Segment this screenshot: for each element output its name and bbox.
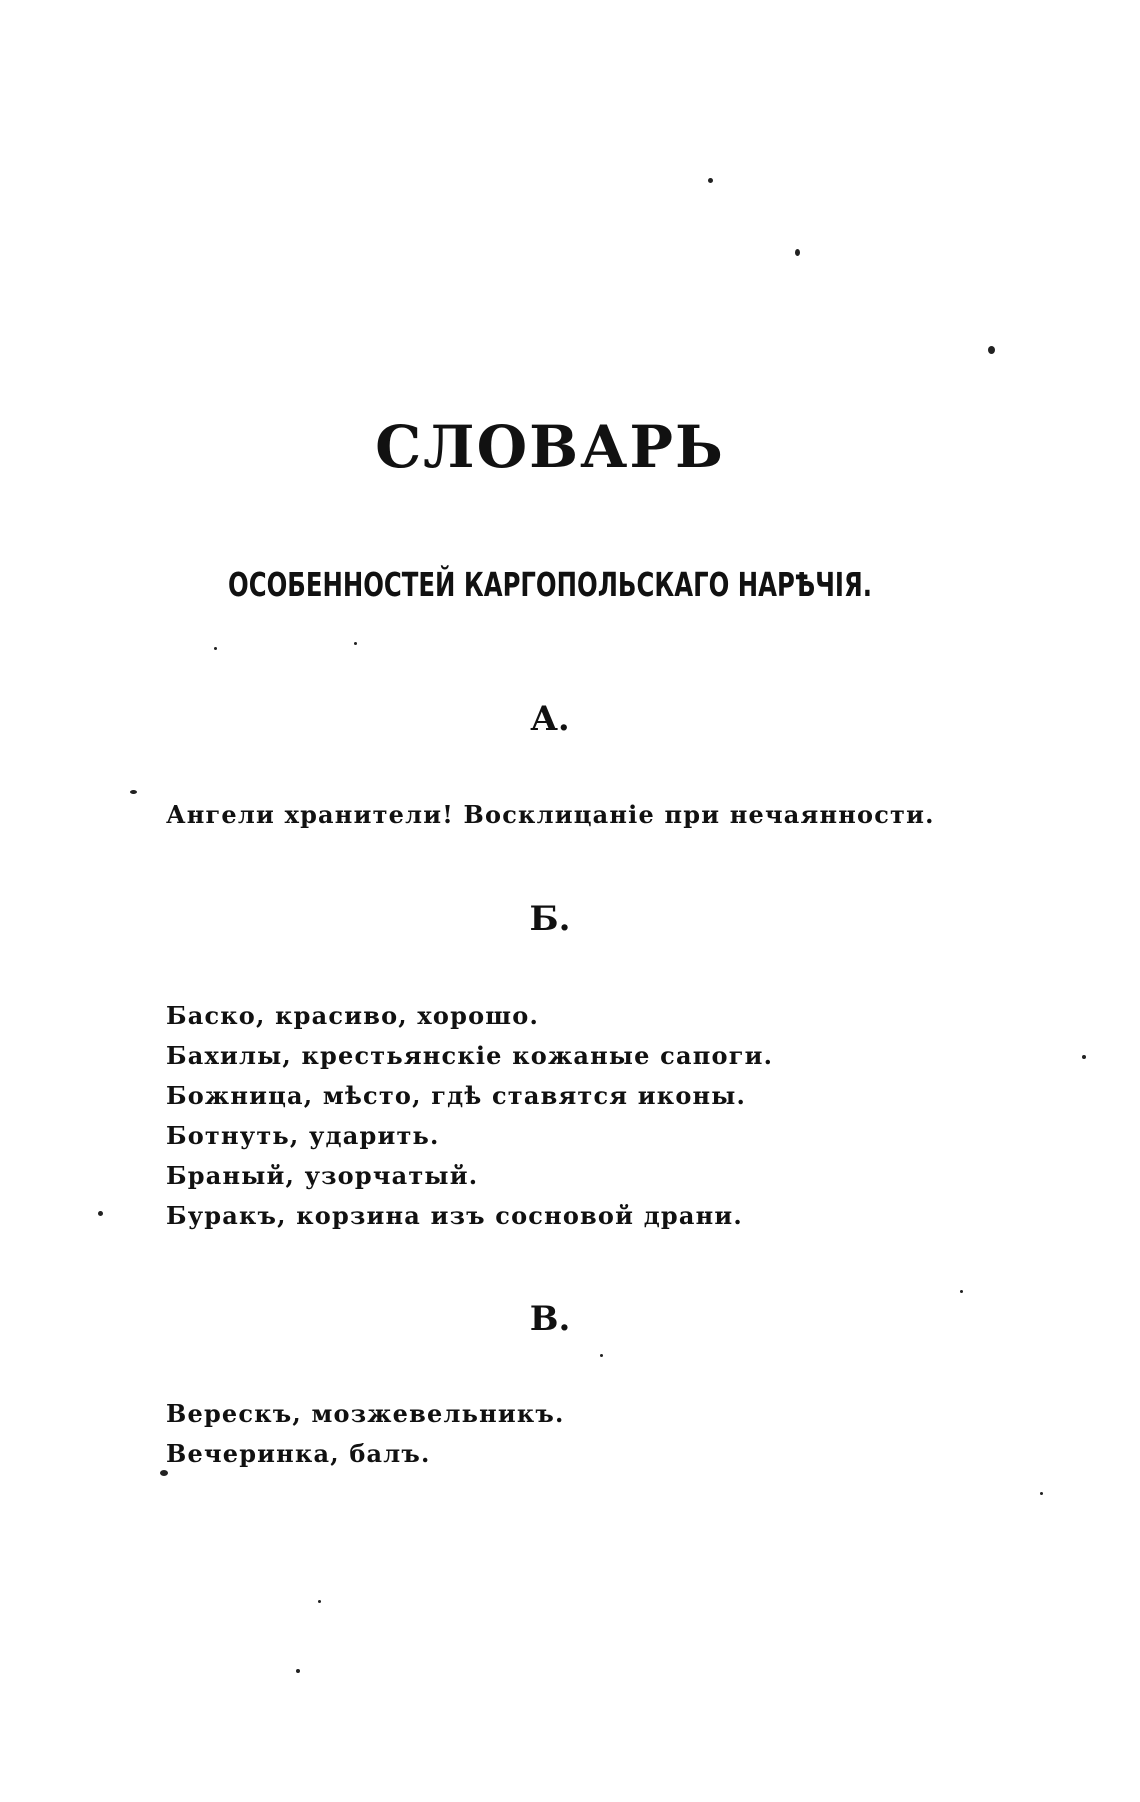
scan-speck [1040, 1492, 1043, 1495]
scan-speck [795, 249, 800, 256]
section-b-entries [166, 996, 773, 1236]
section-letter-v: В. [529, 1299, 571, 1339]
dictionary-entry: Баско, красиво, хорошо. [166, 1001, 540, 1030]
page-subtitle: ОСОБЕННОСТЕЙ КАРГОПОЛЬСКАГО НАРѢЧІЯ. [228, 565, 872, 604]
scan-speck [296, 1669, 300, 1673]
dictionary-entry: Вечеринка, балъ. [166, 1439, 431, 1468]
scan-speck [988, 346, 995, 354]
dictionary-entry: Ботнуть, ударить. [166, 1121, 440, 1150]
scan-speck [318, 1600, 321, 1603]
section-letter-b: Б. [529, 899, 571, 939]
scan-speck [354, 642, 357, 645]
scan-speck [960, 1290, 963, 1293]
scan-speck [708, 178, 713, 183]
dictionary-entry: Буракъ, корзина изъ сосновой драни. [166, 1201, 743, 1230]
scan-speck [214, 647, 217, 650]
dictionary-entry: Божница, мѣсто, гдѣ ставятся иконы. [166, 1081, 747, 1110]
dictionary-entry: Браный, узорчатый. [166, 1161, 479, 1190]
dictionary-entry: Ангели хранители! Восклицаніе при нечаянности. [166, 800, 935, 829]
dictionary-entry: Бахилы, крестьянскіе кожаные сапоги. [166, 1041, 774, 1070]
scan-speck [160, 1470, 168, 1476]
scan-speck [1082, 1055, 1086, 1059]
scan-speck [98, 1211, 103, 1216]
dictionary-entry: Верескъ, мозжевельникъ. [166, 1399, 565, 1428]
section-v-entries [166, 1394, 565, 1474]
section-a-entries [166, 795, 935, 835]
scan-speck [600, 1354, 603, 1357]
section-letter-a: А. [530, 699, 570, 739]
scan-speck [130, 790, 137, 794]
page-title: СЛОВАРЬ [375, 413, 725, 481]
